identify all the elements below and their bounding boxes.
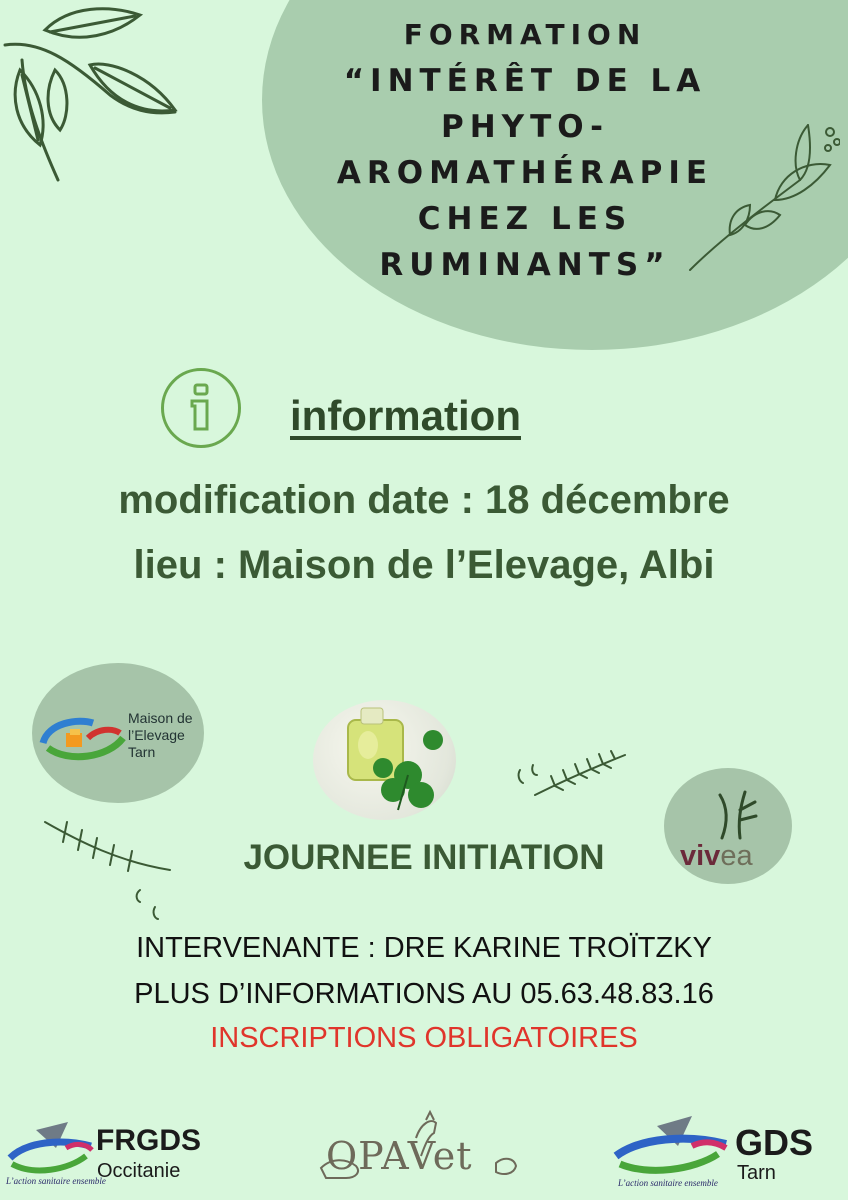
speaker-text: INTERVENANTE : DRE KARINE TROÏTZKY xyxy=(136,932,712,964)
title-line-formation: FORMATION xyxy=(403,18,647,51)
vivea-tail-text: ea xyxy=(720,840,753,872)
opavet-logo-text: OPAVet xyxy=(326,1134,473,1178)
info-icon xyxy=(161,368,241,448)
maison-elevage-text: Maison de l’Elevage Tarn xyxy=(128,710,193,760)
frgds-emblem-icon xyxy=(6,1120,94,1176)
sprig-icon xyxy=(680,120,840,280)
title-line-subject: “INTÉRÊT DE LA PHYTO-AROMATHÉRAPIE CHEZ LES RUMINANTS” xyxy=(336,63,714,283)
leaf-branch-icon xyxy=(0,0,190,190)
frgds-region-text: Occitanie xyxy=(97,1160,181,1182)
vivea-leaf-icon xyxy=(710,790,760,840)
gds-emblem-icon xyxy=(612,1114,730,1176)
contact-phone-text: PLUS D’INFORMATIONS AU 05.63.48.83.16 xyxy=(134,978,714,1010)
event-type-heading: JOURNEE INITIATION xyxy=(243,838,605,877)
fern-sprig-icon xyxy=(515,745,630,805)
vivea-main-text: viv xyxy=(680,840,721,872)
essential-oil-photo xyxy=(313,700,456,820)
frgds-tagline: L’action sanitaire ensemble xyxy=(6,1176,106,1186)
modification-date-text: modification date : 18 décembre xyxy=(118,478,730,522)
gds-tagline: L’action sanitaire ensemble xyxy=(618,1178,718,1188)
gds-region-text: Tarn xyxy=(737,1162,776,1184)
location-text: lieu : Maison de l’Elevage, Albi xyxy=(133,543,715,587)
frgds-logo-text: FRGDS xyxy=(96,1124,201,1157)
maison-elevage-emblem-icon xyxy=(38,713,128,763)
info-heading: information xyxy=(290,392,521,439)
gds-logo-text: GDS xyxy=(735,1122,814,1163)
registration-required-text: INSCRIPTIONS OBLIGATOIRES xyxy=(210,1022,638,1054)
